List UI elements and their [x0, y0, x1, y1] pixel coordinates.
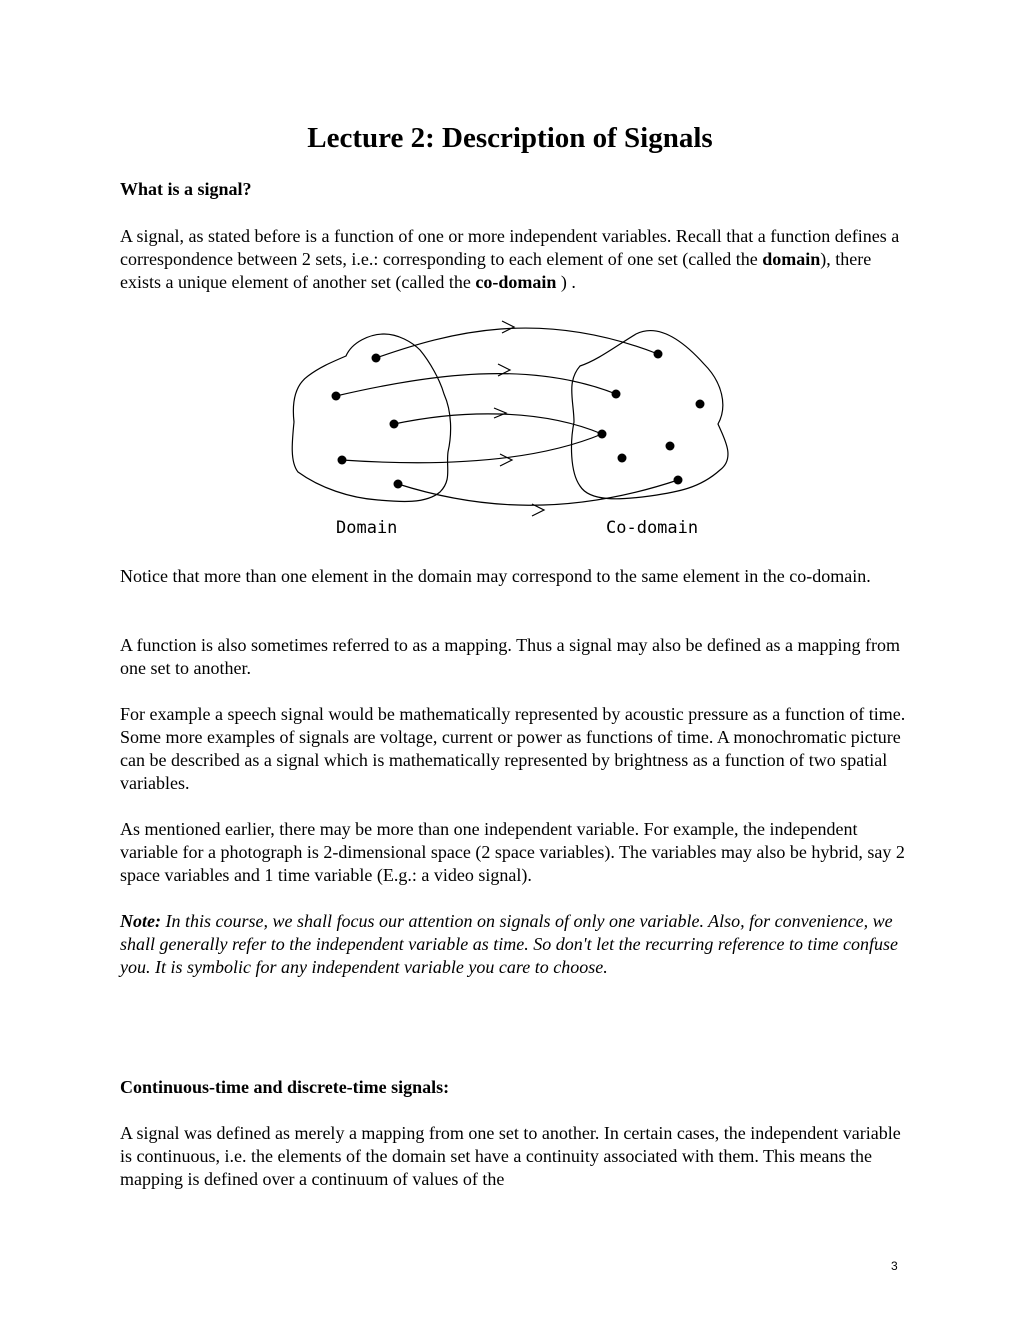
arrowhead-mark [500, 454, 512, 466]
term-codomain: co-domain [475, 272, 557, 292]
note-label: Note: [120, 911, 161, 931]
mapping-arrow [342, 434, 602, 463]
domain-codomain-diagram [280, 312, 750, 547]
paragraph-continuous: A signal was defined as merely a mapping from one set to another. In certain cases, the independent variable is continuous, i.e. the elements of the domain set have a continuity associated with them. This means the mapping is defined over a continuum of values of the [120, 1123, 901, 1189]
domain-label: Domain [336, 518, 398, 538]
codomain-point [612, 390, 621, 399]
page-number: 3 [891, 1259, 898, 1273]
section-heading-continuous-discrete: Continuous-time and discrete-time signals: [120, 1077, 450, 1097]
domain-point [332, 392, 341, 401]
domain-point [394, 480, 403, 489]
page-title: Lecture 2: Description of Signals [307, 122, 713, 154]
codomain-point [674, 476, 683, 485]
paragraph-notice: Notice that more than one element in the domain may correspond to the same element in the co-domain. [120, 566, 871, 586]
arrowhead-mark [494, 408, 506, 418]
text-run: ), there exists a unique element of another set (called the [120, 249, 872, 292]
text-run: ) . [556, 272, 576, 292]
section-heading-what-is-signal: What is a signal? [120, 179, 252, 199]
paragraph-multiple-variables: As mentioned earlier, there may be more than one independent variable. For example, the independent variable for a photograph is 2-dimensional space (2 space variables). The variables may also be hybrid, say 2 space variables and 1 time variable (E.g.: a video signal). [120, 819, 905, 885]
codomain-point [654, 350, 663, 359]
codomain-set-outline [572, 331, 728, 499]
note-text: In this course, we shall focus our attention on signals of only one variable. Also, for convenience, we shall generally refer to the independent variable as time. So don't let the recurring reference to time confuse you. It is symbolic for any independent variable you care to choose. [120, 911, 898, 977]
text-run: A signal, as stated before is a function of one or more independent variables. Recall that a function defines a correspondence between 2 sets, i.e.: corresponding to each element of one set (called the [120, 226, 900, 269]
term-domain: domain [762, 249, 821, 269]
domain-point [372, 354, 381, 363]
codomain-label: Co-domain [606, 518, 699, 538]
codomain-point [696, 400, 705, 409]
paragraph-examples: For example a speech signal would be mathematically represented by acoustic pressure as a function of time. Some more examples of signals are voltage, current or power as functions of time. A monochromatic picture can be described as a signal which is mathematically represented by brightness as a function of two spatial variables. [120, 704, 906, 793]
paragraph-mapping: A function is also sometimes referred to as a mapping. Thus a signal may also be defined as a mapping from one set to another. [120, 635, 900, 678]
note-paragraph [120, 910, 910, 979]
domain-point [390, 420, 399, 429]
mapping-arrow [376, 328, 658, 358]
codomain-point [598, 430, 607, 439]
domain-point [338, 456, 347, 465]
arrowhead-mark [502, 321, 514, 333]
paragraph-signal-definition [120, 225, 910, 294]
codomain-point [666, 442, 675, 451]
codomain-point [618, 454, 627, 463]
